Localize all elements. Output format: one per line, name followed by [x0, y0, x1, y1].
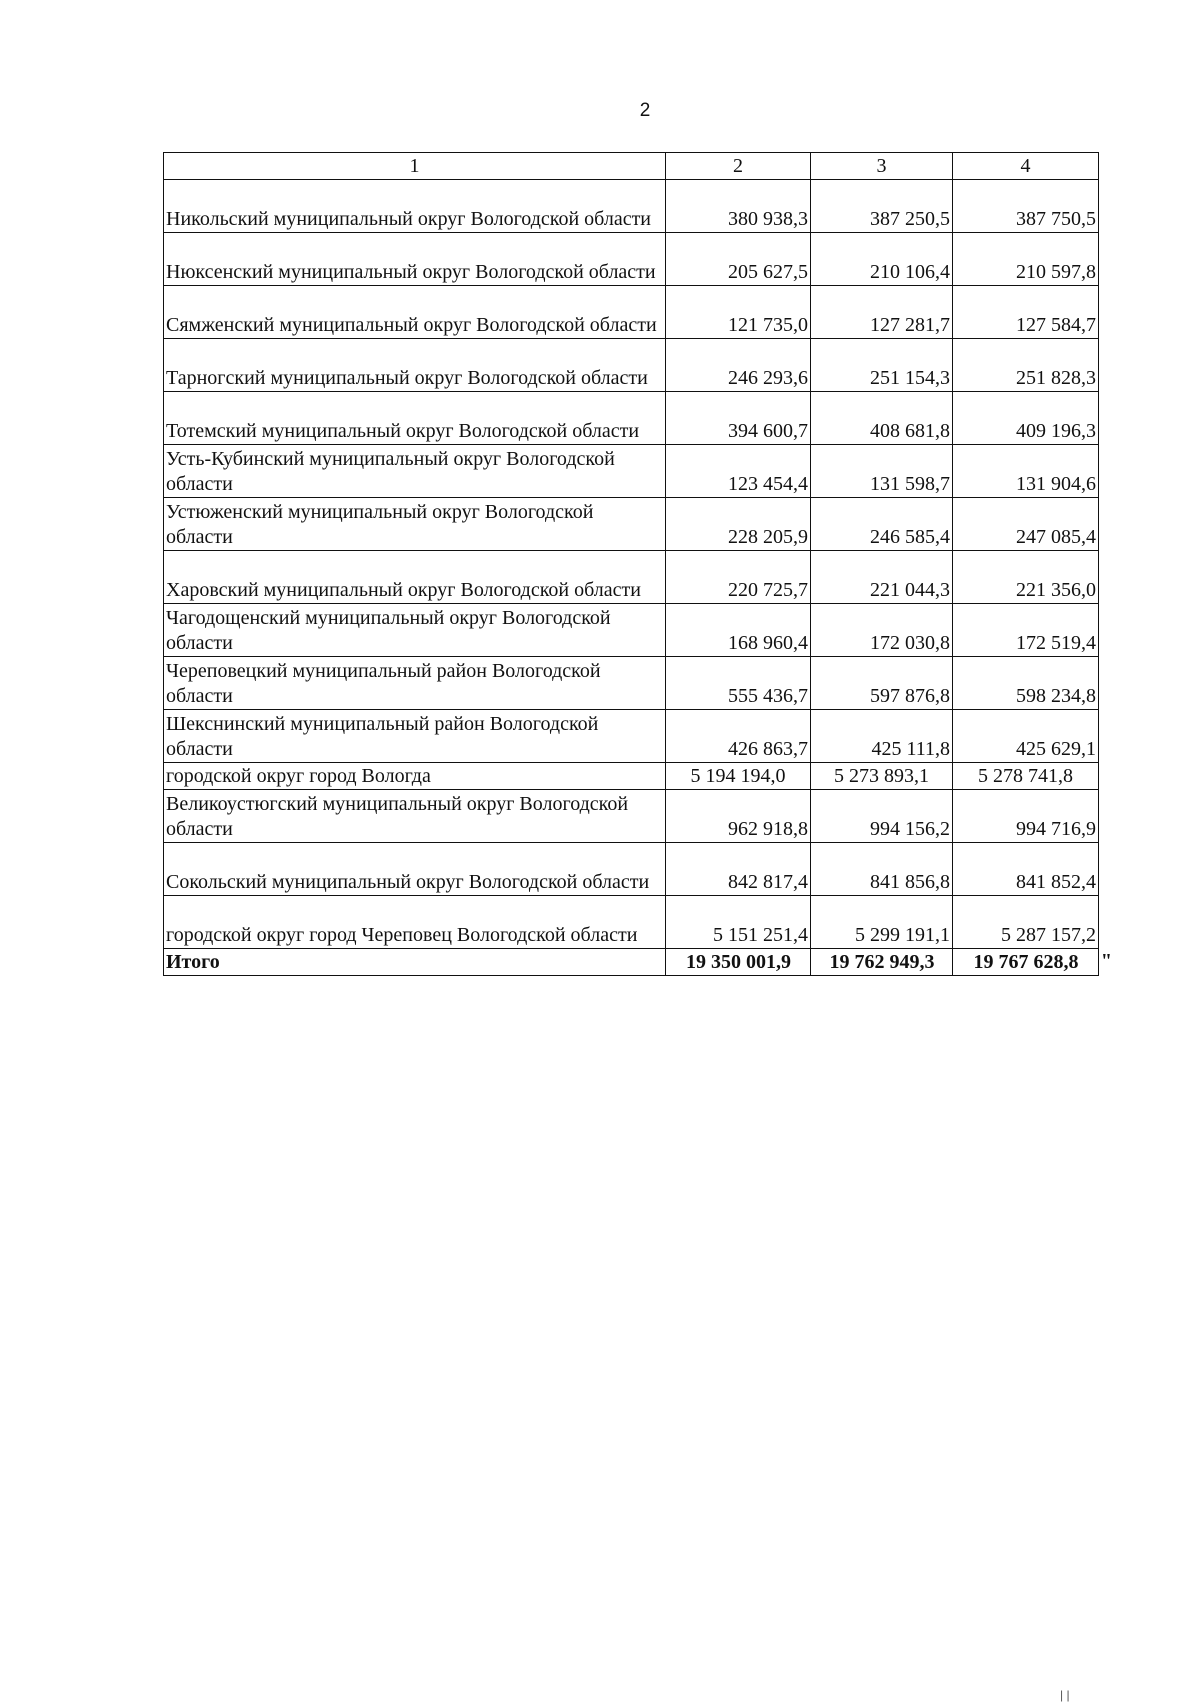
- value-cell: 228 205,9: [666, 498, 811, 551]
- header-row: [164, 153, 1099, 180]
- table-row: [164, 843, 1099, 896]
- municipality-name: Великоустюгский муниципальный округ Вологодской области: [164, 790, 666, 843]
- page-number: 2: [639, 100, 651, 121]
- value-cell: 131 904,6: [953, 445, 1099, 498]
- value-cell: 409 196,3: [953, 392, 1099, 445]
- value-cell: 994 716,9: [953, 790, 1099, 843]
- total-value: 19 350 001,9: [666, 949, 811, 976]
- value-cell: 127 584,7: [953, 286, 1099, 339]
- value-cell: 380 938,3: [666, 180, 811, 233]
- table-row: [164, 286, 1099, 339]
- total-label: Итого: [164, 949, 666, 976]
- municipality-name: Нюксенский муниципальный округ Вологодской области: [164, 233, 666, 286]
- header-cell: 1: [164, 153, 666, 180]
- value-cell: 5 194 194,0: [666, 763, 811, 790]
- table-row: [164, 339, 1099, 392]
- value-cell: 842 817,4: [666, 843, 811, 896]
- value-cell: 5 151 251,4: [666, 896, 811, 949]
- table-row: [164, 233, 1099, 286]
- value-cell: 841 856,8: [811, 843, 953, 896]
- municipality-name: Тотемский муниципальный округ Вологодской области: [164, 392, 666, 445]
- value-cell: 210 597,8: [953, 233, 1099, 286]
- value-cell: 247 085,4: [953, 498, 1099, 551]
- value-cell: 205 627,5: [666, 233, 811, 286]
- value-cell: 168 960,4: [666, 604, 811, 657]
- value-cell: 5 273 893,1: [811, 763, 953, 790]
- table-row: [164, 551, 1099, 604]
- value-cell: 246 293,6: [666, 339, 811, 392]
- municipality-name: Харовский муниципальный округ Вологодской области: [164, 551, 666, 604]
- value-cell: 251 154,3: [811, 339, 953, 392]
- municipality-name: Тарногский муниципальный округ Вологодской области: [164, 339, 666, 392]
- value-cell: 994 156,2: [811, 790, 953, 843]
- value-cell: 387 750,5: [953, 180, 1099, 233]
- municipality-name: городской округ город Вологда: [164, 763, 666, 790]
- value-cell: 221 044,3: [811, 551, 953, 604]
- value-cell: 426 863,7: [666, 710, 811, 763]
- value-cell: 425 629,1: [953, 710, 1099, 763]
- value-cell: 172 519,4: [953, 604, 1099, 657]
- table-row: [164, 604, 1099, 657]
- total-value: 19 767 628,8: [973, 951, 1079, 973]
- municipality-name: Сокольский муниципальный округ Вологодской области: [164, 843, 666, 896]
- table-row: [164, 896, 1099, 949]
- value-cell: 555 436,7: [666, 657, 811, 710]
- table-row: [164, 657, 1099, 710]
- value-cell: 5 299 191,1: [811, 896, 953, 949]
- municipality-name: Усть-Кубинский муниципальный округ Вологодской области: [164, 445, 666, 498]
- header-cell: 4: [953, 153, 1099, 180]
- total-value: 19 762 949,3: [811, 949, 953, 976]
- municipality-name: городской округ город Череповец Вологодской области: [164, 896, 666, 949]
- budget-table: [163, 152, 1112, 976]
- table-row: [164, 498, 1099, 551]
- total-value-cell: [953, 949, 1112, 976]
- value-cell: 394 600,7: [666, 392, 811, 445]
- municipality-name: Череповецкий муниципальный район Вологодской области: [164, 657, 666, 710]
- value-cell: 127 281,7: [811, 286, 953, 339]
- value-cell: 220 725,7: [666, 551, 811, 604]
- municipality-name: Устюженский муниципальный округ Вологодской области: [164, 498, 666, 551]
- table-row: [164, 445, 1099, 498]
- value-cell: 5 278 741,8: [953, 763, 1099, 790]
- value-cell: 121 735,0: [666, 286, 811, 339]
- value-cell: 251 828,3: [953, 339, 1099, 392]
- corner-mark: | |: [1060, 1688, 1070, 1702]
- header-cell: 3: [811, 153, 953, 180]
- table-row: [164, 180, 1099, 233]
- municipality-name: Шекснинский муниципальный район Вологодской области: [164, 710, 666, 763]
- table-row: [164, 710, 1099, 763]
- closing-quote: ": [1100, 950, 1112, 972]
- total-row: [164, 949, 1099, 976]
- value-cell: 210 106,4: [811, 233, 953, 286]
- value-cell: 598 234,8: [953, 657, 1099, 710]
- value-cell: 172 030,8: [811, 604, 953, 657]
- value-cell: 425 111,8: [811, 710, 953, 763]
- header-cell: 2: [666, 153, 811, 180]
- value-cell: 597 876,8: [811, 657, 953, 710]
- value-cell: 408 681,8: [811, 392, 953, 445]
- municipality-name: Сямженский муниципальный округ Вологодской области: [164, 286, 666, 339]
- value-cell: 962 918,8: [666, 790, 811, 843]
- value-cell: 131 598,7: [811, 445, 953, 498]
- table-row: [164, 763, 1099, 790]
- municipality-name: Никольский муниципальный округ Вологодской области: [164, 180, 666, 233]
- value-cell: 5 287 157,2: [953, 896, 1099, 949]
- municipality-name: Чагодощенский муниципальный округ Вологодской области: [164, 604, 666, 657]
- value-cell: 841 852,4: [953, 843, 1099, 896]
- table-row: [164, 790, 1099, 843]
- value-cell: 387 250,5: [811, 180, 953, 233]
- value-cell: 246 585,4: [811, 498, 953, 551]
- value-cell: 123 454,4: [666, 445, 811, 498]
- value-cell: 221 356,0: [953, 551, 1099, 604]
- table-row: [164, 392, 1099, 445]
